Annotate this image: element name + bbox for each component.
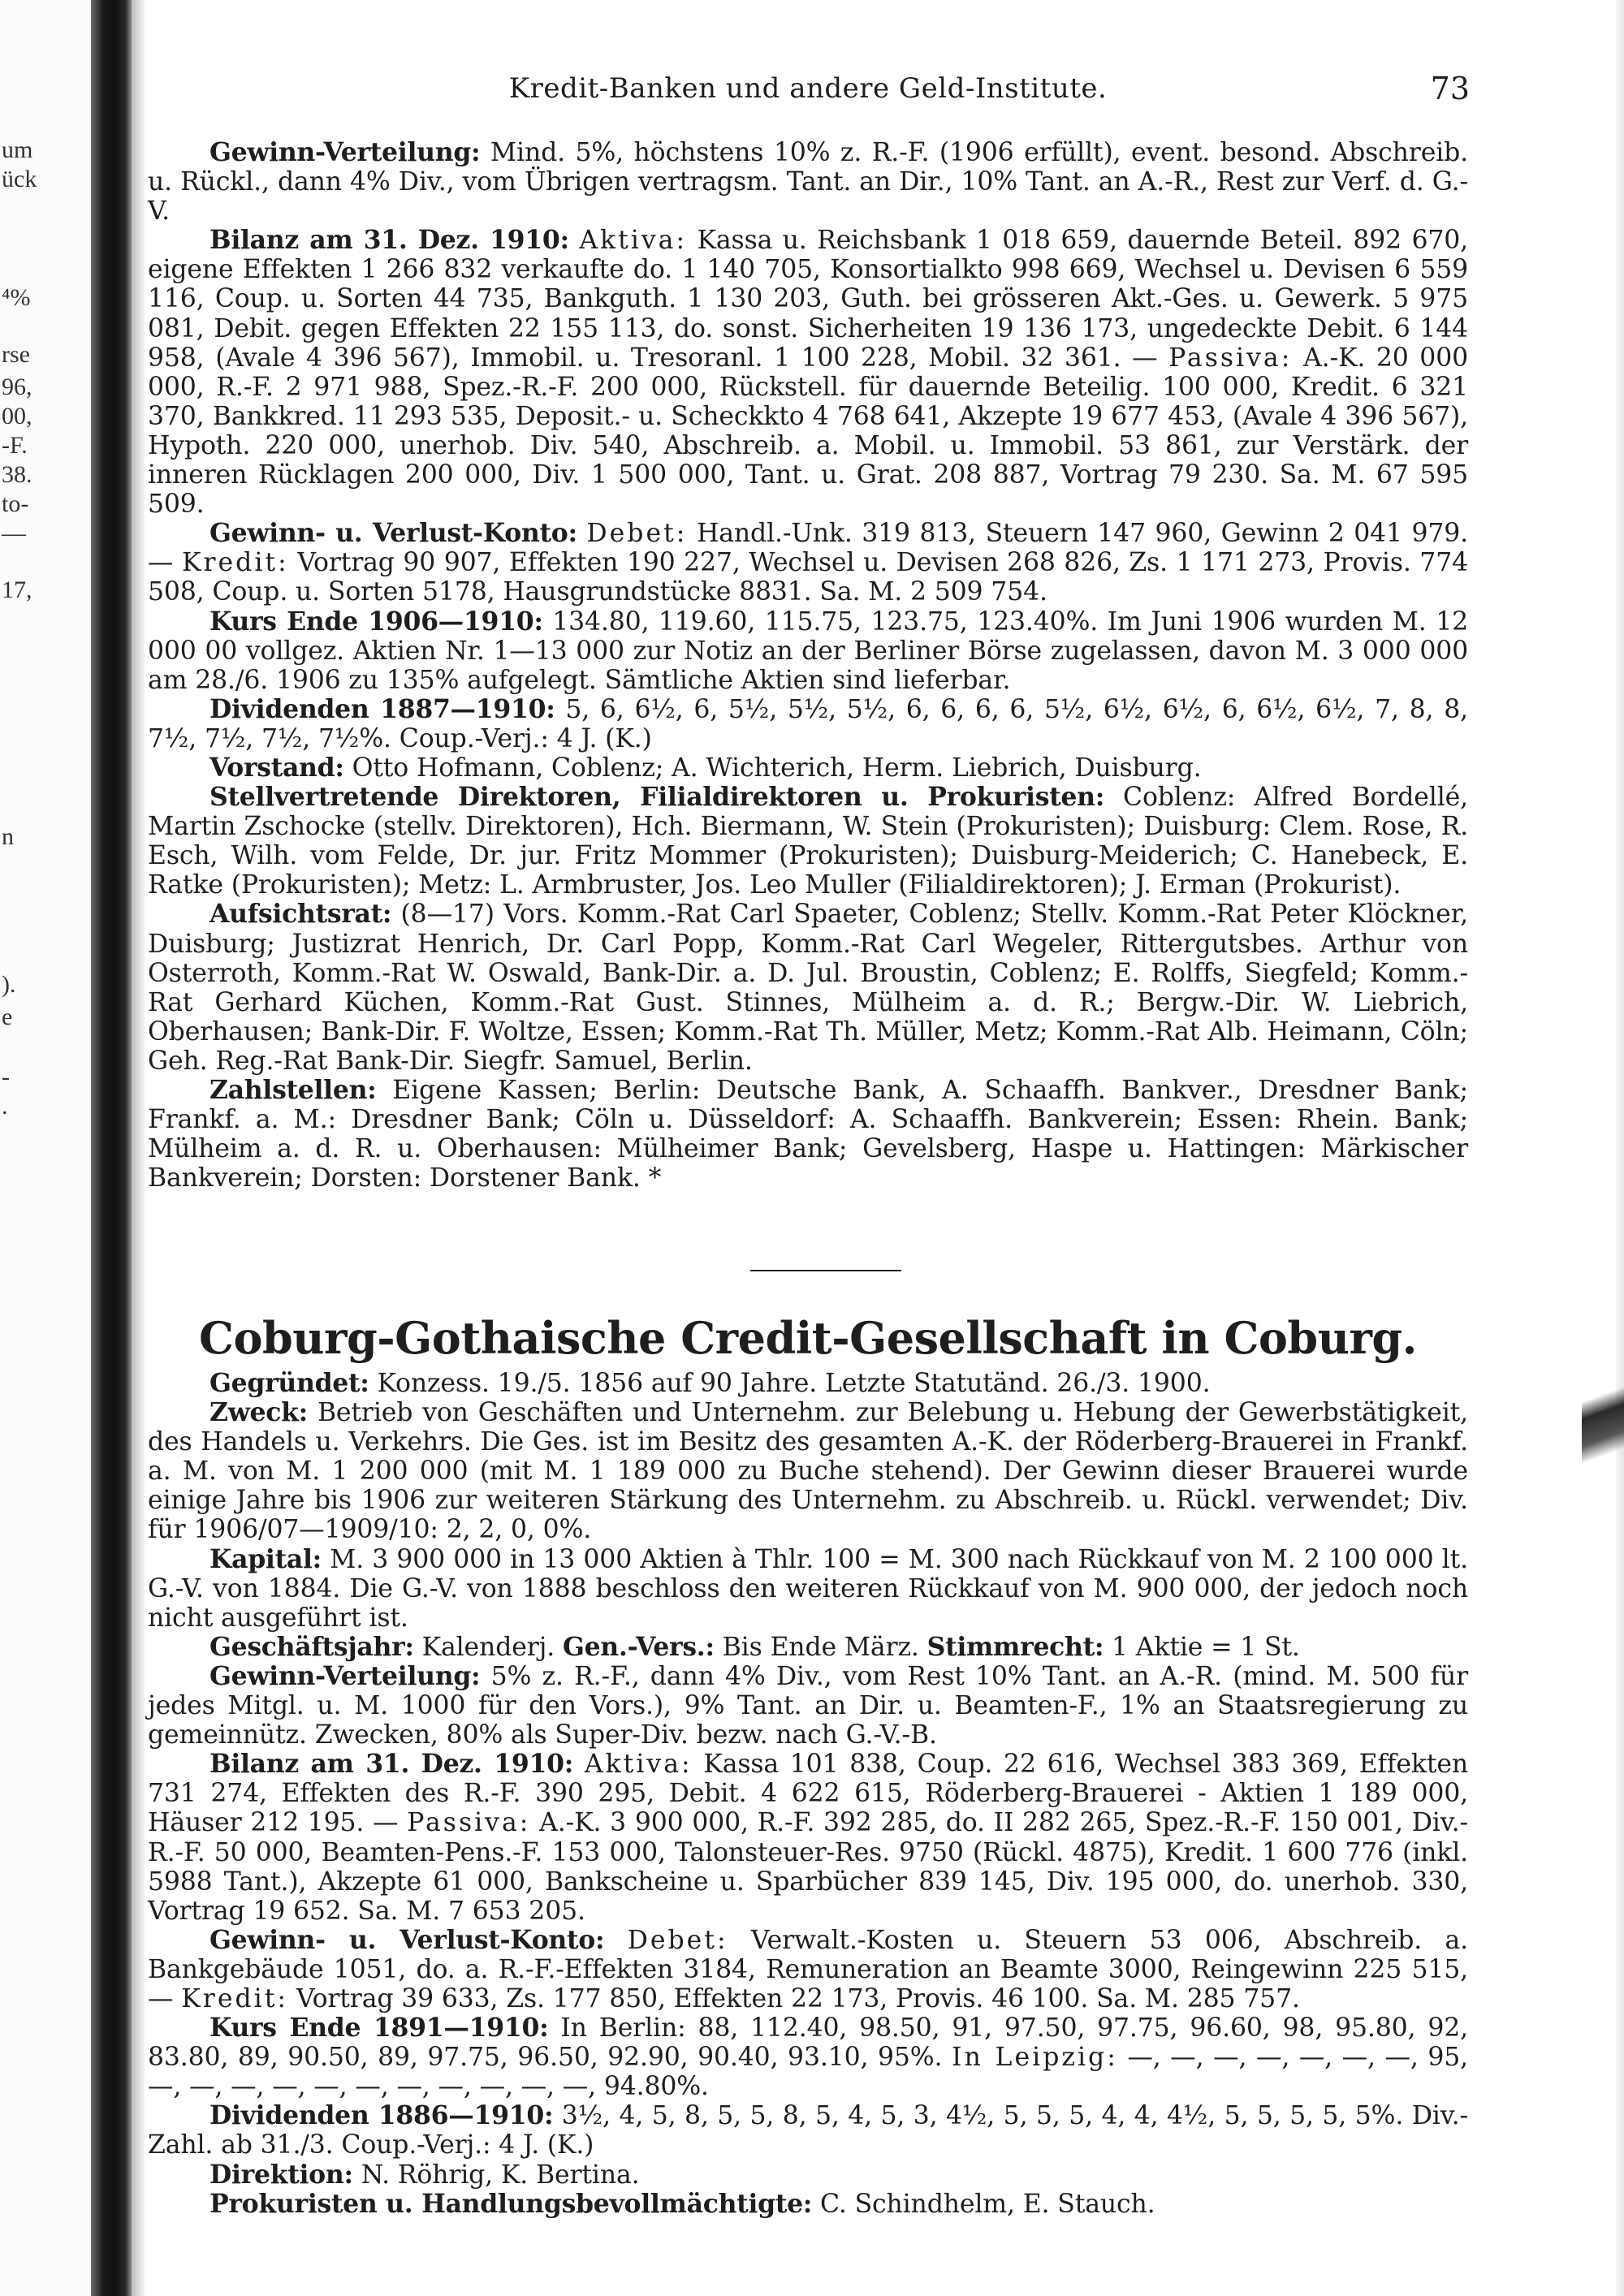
field-text: Coblenz: Alfred Bordellé, Martin Zschocke (stellv. Direktoren), Hch. Biermann, W. Stein (Prokuristen); Duisburg: Clem. Rose, R. Esch, Wilh. vom Felde, Dr. jur. Fritz Mommer (Prokuristen); Duisburg-Meiderich; C. Hanebeck, E. Ratke (Prokuristen); Metz: L. Armbruster, Jos. Leo Muller (Filialdirektoren); J. Erman (Prokurist).	[148, 783, 1468, 900]
stellvertretende-paragraph	[148, 783, 1468, 900]
running-header	[146, 68, 1470, 109]
field-text: Mind. 5%, höchstens 10% z. R.-F. (1906 erfüllt), event. besond. Abschreib. u. Rückl., dann 4% Div., vom Übrigen vertragsm. Tant. an Dir., 10% Tant. an A.-R., Rest zur Verf. d. G.-V.	[148, 138, 1468, 227]
bank-entry-continued	[148, 138, 1468, 1193]
kredit-label: Kredit:	[181, 548, 289, 578]
zweck-paragraph	[148, 1398, 1468, 1544]
field-text: N. Röhrig, K. Bertina.	[361, 2160, 640, 2190]
margin-fragment: to-	[2, 490, 29, 517]
margin-fragment: 00,	[2, 403, 32, 429]
zahlstellen-paragraph	[148, 1076, 1468, 1193]
field-text: Vortrag 90 907, Effekten 190 227, Wechsel u. Devisen 268 826, Zs. 1 171 273, Provis. 774 508, Coup. u. Sorten 5178, Hausgrundstücke 8831. Sa. M. 2 509 754.	[148, 548, 1468, 607]
prokuristen-paragraph	[148, 2190, 1468, 2219]
field-label: Kurs Ende 1906—1910:	[209, 606, 543, 637]
margin-fragment: um	[2, 136, 33, 163]
margin-fragment: n	[2, 823, 14, 850]
debet-label: Debet:	[627, 1925, 728, 1955]
kredit-label: Kredit:	[181, 1983, 288, 2013]
field-label: Stellvertretende Direktoren, Filialdirektoren u. Prokuristen:	[209, 782, 1105, 813]
header-title: Kredit-Banken und andere Geld-Institute.	[508, 72, 1108, 105]
field-text: 3½, 4, 5, 8, 5, 5, 8, 5, 4, 5, 3, 4½, 5, 5, 5, 4, 4, 4½, 5, 5, 5, 5, 5%. Div.-Zahl. ab 31./3. Coup.-Verj.: 4 J. (K.)	[148, 2101, 1468, 2160]
gewinn-verteilung-paragraph	[148, 1662, 1468, 1750]
direktion-paragraph	[148, 2160, 1468, 2190]
margin-fragment: ück	[2, 166, 37, 192]
field-label: Aufsichtsrat:	[209, 899, 392, 930]
bilanz-paragraph	[148, 1750, 1468, 1926]
bilanz-paragraph	[148, 226, 1468, 519]
margin-fragment: ).	[2, 971, 16, 998]
field-label: Gen.-Vers.:	[562, 1631, 715, 1662]
guv-paragraph	[148, 519, 1468, 606]
field-text: 1 Aktie = 1 St.	[1112, 1632, 1300, 1662]
field-text: In Berlin:	[560, 2013, 686, 2044]
field-label: Gewinn-Verteilung:	[209, 1660, 481, 1691]
field-text: 134.80, 119.60, 115.75, 123.75, 123.40%. Im Juni 1906 wurden M. 12 000 00 vollgez. Aktien Nr. 1—13 000 zur Notiz an der Berliner Börse zugelassen, davon M. 3 000 000 am 28./6. 1906 zu 135% aufgelegt. Sämtliche Aktien sind lieferbar.	[148, 606, 1468, 695]
passiva-label: Passiva:	[407, 1808, 531, 1838]
field-text: Konzess. 19./5. 1856 auf 90 Jahre. Letzte Statutänd. 26./3. 1900.	[377, 1369, 1211, 1398]
margin-fragment: -F.	[2, 432, 28, 459]
book-spine-shadow	[91, 0, 132, 2296]
margin-fragment: ⁴%	[2, 284, 31, 311]
field-label: Stimmrecht:	[926, 1631, 1104, 1662]
field-label: Geschäftsjahr:	[209, 1631, 414, 1662]
field-text: Vortrag 39 633, Zs. 177 850, Effekten 22 173, Provis. 46 100. Sa. M. 285 757.	[296, 1983, 1300, 2013]
field-label: Direktion:	[209, 2159, 353, 2190]
field-text: Otto Hofmann, Coblenz; A. Wichterich, Herm. Liebrich, Duisburg.	[352, 753, 1202, 783]
margin-fragment: —	[2, 520, 26, 546]
field-text: Kassa 101 838, Coup. 22 616, Wechsel 383 369, Effekten 731 274, Effekten des R.-F. 390 295, Debit. 4 622 615, Röderberg-Brauerei - Aktien 1 189 000, Häuser 212 195. —	[148, 1750, 1468, 1838]
aktiva-label: Aktiva:	[579, 226, 688, 256]
field-text: —, —, —, —, —, —, —, 95, —, —, —, —, —, —, —, —, —, —, —, 94.80%.	[148, 2043, 1468, 2102]
debet-label: Debet:	[586, 519, 688, 549]
margin-fragment: 38.	[2, 461, 32, 488]
field-label: Gegründet:	[209, 1368, 369, 1398]
kurs-paragraph	[148, 2013, 1468, 2101]
field-text: A.-K. 20 000 000, R.-F. 2 971 988, Spez.-R.-F. 200 000, Rückstell. für dauernde Beteilig. 100 000, Kredit. 6 321 370, Bankkred. 11 293 535, Deposit.- u. Scheckkto 4 768 641, Akzepte 19 677 453, (Avale 4 396 567), Hypoth. 220 000, unerhob. Div. 540, Abschreib. a. Mobil. u. Immobil. 53 861, zur Verstärk. der inneren Rücklagen 200 000, Div. 1 500 000, Tant. u. Grat. 208 887, Vortrag 79 230. Sa. M. 67 595 509.	[148, 343, 1468, 520]
field-label: Kurs Ende 1891—1910:	[209, 2013, 549, 2044]
field-label: Dividenden 1886—1910:	[209, 2100, 554, 2131]
right-edge-shadow	[1616, 0, 1624, 2296]
field-label: Gewinn- u. Verlust-Konto:	[209, 1924, 605, 1955]
field-text: In Leipzig:	[952, 2043, 1118, 2073]
field-label: Bilanz am 31. Dez. 1910:	[209, 225, 569, 256]
field-text: Bis Ende März.	[722, 1632, 919, 1662]
field-label: Bilanz am 31. Dez. 1910:	[209, 1749, 574, 1780]
field-label: Dividenden 1887—1910:	[209, 693, 555, 724]
field-text: Eigene Kassen; Berlin: Deutsche Bank, A. Schaaffh. Bankver., Dresdner Bank; Frankf. a. M.: Dresdner Bank; Cöln u. Düsseldorf: A. Schaaffh. Bankverein; Essen: Rhein. Bank; Mülheim a. d. R. u. Oberhausen: Mülheimer Bank; Gevelsberg, Haspe u. Hattingen: Märkischer Bankverein; Dorsten: Dorstener Bank. *	[148, 1076, 1468, 1193]
page-number: 73	[1430, 71, 1470, 106]
field-text: 88, 112.40, 98.50, 91, 97.50, 97.75, 96.60, 98, 95.80, 92, 83.80, 89, 90.50, 89, 97.75, 96.50, 92.90, 90.40, 93.10, 95%.	[148, 2013, 1468, 2073]
margin-fragment: .	[2, 1093, 8, 1120]
dividenden-paragraph	[148, 695, 1468, 753]
geschaeftsjahr-paragraph	[148, 1633, 1468, 1662]
field-label: Vorstand:	[209, 752, 344, 783]
aktiva-label: Aktiva:	[584, 1750, 693, 1780]
field-label: Gewinn-Verteilung:	[209, 137, 481, 167]
field-text: Verwalt.-Kosten u. Steuern 53 006, Abschreib. a. Bankgebäude 1051, do. a. R.-F.-Effekten 3184, Remuneration an Beamte 3000, Reingewinn 225 515, —	[148, 1925, 1468, 2013]
company-entry	[148, 1369, 1468, 2219]
field-label: Gewinn- u. Verlust-Konto:	[209, 518, 577, 549]
margin-fragment: -	[2, 1064, 10, 1090]
field-text: A.-K. 3 900 000, R.-F. 392 285, do. II 282 265, Spez.-R.-F. 150 001, Div.-R.-F. 50 000, Beamten-Pens.-F. 153 000, Talonsteuer-Res. 9750 (Rückl. 4875), Kredit. 1 600 776 (inkl. 5988 Tant.), Akzepte 61 000, Bankscheine u. Sparbücher 839 145, Div. 195 000, do. unerhob. 330, Vortrag 19 652. Sa. M. 7 653 205.	[148, 1808, 1468, 1926]
scan-artifact	[1582, 1340, 1624, 1502]
section-divider	[750, 1270, 901, 1271]
passiva-label: Passiva:	[1168, 343, 1293, 373]
field-text: M. 3 900 000 in 13 000 Aktien à Thlr. 100 = M. 300 nach Rückkauf von M. 2 100 000 lt. G.-V. von 1884. Die G.-V. von 1888 beschloss den weiteren Rückkauf von M. 900 000, der jedoch noch nicht ausgeführt ist.	[148, 1544, 1468, 1633]
margin-fragment: e	[2, 1003, 13, 1030]
field-label: Prokuristen u. Handlungsbevollmächtigte:	[209, 2188, 813, 2219]
guv-paragraph	[148, 1926, 1468, 2013]
kurs-paragraph	[148, 607, 1468, 695]
field-label: Kapital:	[209, 1543, 322, 1574]
adjacent-page-fragment	[0, 0, 91, 2296]
aufsichtsrat-paragraph	[148, 900, 1468, 1076]
margin-fragment: rse	[2, 341, 30, 368]
field-text: 5, 6, 6½, 6, 5½, 5½, 5½, 6, 6, 6, 6, 5½, 6½, 6½, 6, 6½, 6½, 7, 8, 8, 7½, 7½, 7½, 7½%. Coup.-Verj.: 4 J. (K.)	[148, 694, 1468, 753]
dividenden-paragraph	[148, 2101, 1468, 2160]
margin-fragment: 96,	[2, 373, 32, 400]
margin-fragment: 17,	[2, 576, 32, 603]
field-text: 5% z. R.-F., dann 4% Div., vom Rest 10% Tant. an A.-R. (mind. M. 500 für jedes Mitgl. u. M. 1000 für den Vors.), 9% Tant. an Dir. u. Beamten-F., 1% an Staatsregierung zu gemeinnütz. Zwecken, 80% als Super-Div. bezw. nach G.-V.-B.	[148, 1661, 1468, 1750]
page-edge	[132, 0, 145, 2296]
company-title: Coburg-Gothaische Credit-Gesellschaft in Coburg.	[199, 1312, 1417, 1364]
field-text: Betrieb von Geschäften und Unternehm. zur Belebung u. Hebung der Gewerbstätigkeit, des Handels u. Verkehrs. Die Ges. ist im Besitz des gesamten A.-K. der Röderberg-Brauerei in Frankf. a. M. von M. 1 200 000 (mit M. 1 189 000 zu Buche stehend). Der Gewinn dieser Brauerei wurde einige Jahre bis 1906 zur weiteren Stärkung des Unternehm. zu Abschreib. u. Rückl. verwendet; Div. für 1906/07—1909/10: 2, 2, 0, 0%.	[148, 1398, 1468, 1545]
field-text: Handl.-Unk. 319 813, Steuern 147 960, Gewinn 2 041 979. —	[148, 519, 1468, 578]
field-text: C. Schindhelm, E. Stauch.	[820, 2189, 1155, 2219]
field-text: Kassa u. Reichsbank 1 018 659, dauernde Beteil. 892 670, eigene Effekten 1 266 832 verkaufte do. 1 140 705, Konsortialkto 998 669, Wechsel u. Devisen 6 559 116, Coup. u. Sorten 44 735, Bankguth. 1 130 203, Guth. bei grösseren Akt.-Ges. u. Gewerk. 5 975 081, Debit. gegen Effekten 22 155 113, do. sonst. Sicherheiten 19 136 173, ungedeckte Debit. 6 144 958, (Avale 4 396 567), Immobil. u. Tresoranl. 1 100 228, Mobil. 32 361. —	[148, 226, 1468, 373]
field-text: (8—17) Vors. Komm.-Rat Carl Spaeter, Coblenz; Stellv. Komm.-Rat Peter Klöckner, Duisburg; Justizrat Henrich, Dr. Carl Popp, Komm.-Rat Carl Wegeler, Rittergutsbes. Arthur von Osterroth, Komm.-Rat W. Oswald, Bank-Dir. a. D. Jul. Broustin, Coblenz; E. Rolffs, Siegfeld; Komm.-Rat Gerhard Küchen, Komm.-Rat Gust. Stinnes, Mülheim a. d. R.; Bergw.-Dir. W. Liebrich, Oberhausen; Bank-Dir. F. Woltze, Essen; Komm.-Rat Th. Müller, Metz; Komm.-Rat Alb. Heimann, Cöln; Geh. Reg.-Rat Bank-Dir. Siegfr. Samuel, Berlin.	[148, 900, 1468, 1076]
gewinn-verteilung-paragraph	[148, 138, 1468, 226]
kapital-paragraph	[148, 1545, 1468, 1633]
field-label: Zweck:	[209, 1397, 308, 1428]
field-label: Zahlstellen:	[209, 1075, 377, 1105]
gegruendet-paragraph	[148, 1369, 1468, 1398]
field-text: Kalenderj.	[421, 1632, 555, 1662]
vorstand-paragraph	[148, 753, 1468, 783]
